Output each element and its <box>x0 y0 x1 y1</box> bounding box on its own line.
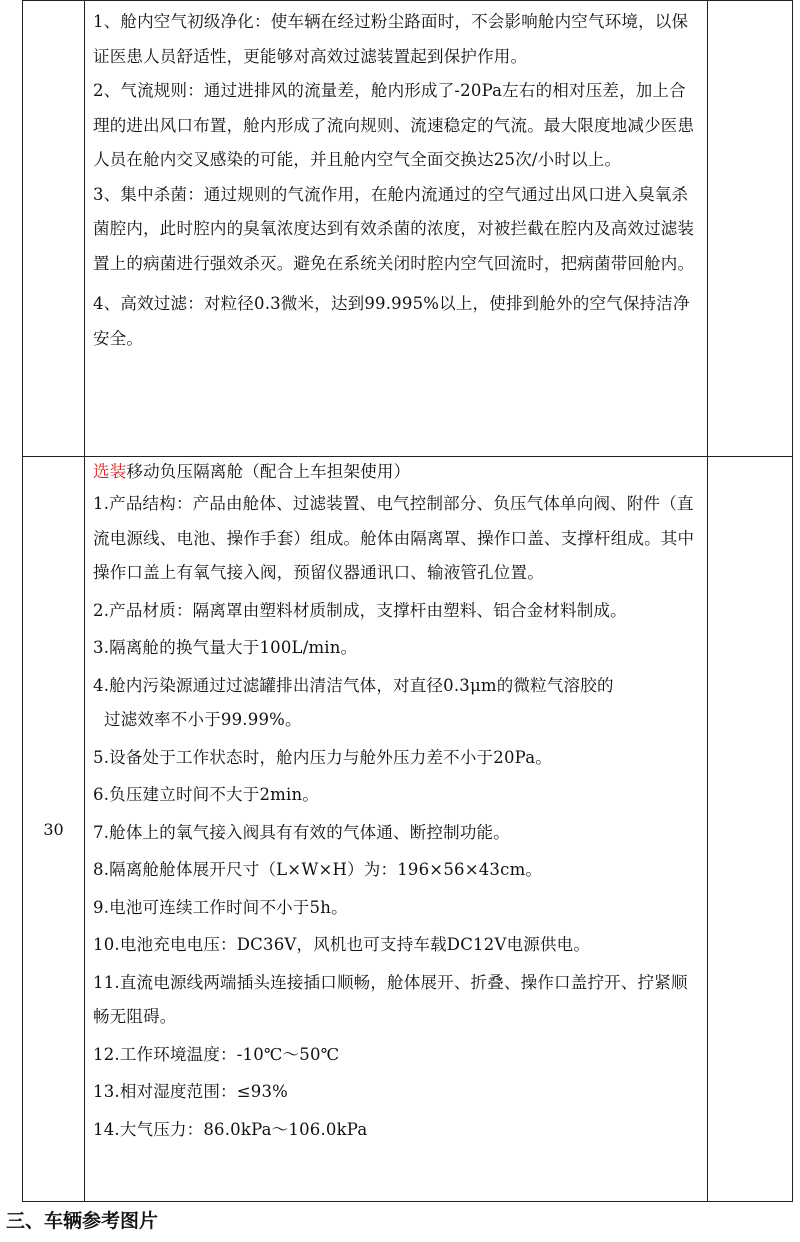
item-title: 移动负压隔离舱（配合上车担架使用） <box>126 462 411 481</box>
spec-material: 2.产品材质：隔离罩由塑料材质制成，支撑杆由塑料、铝合金材料制成。 <box>93 600 627 620</box>
paragraph-sterilization: 3、集中杀菌：通过规则的气流作用，在舱内流通过的空气通过出风口进入臭氧杀菌腔内，此时腔内的臭氧浓度达到有效杀菌的浓度，对被拦截在腔内及高效过滤装置上的病菌进行强效杀灭。避免在系统关闭时腔内空气回流时，把病菌带回舱内。 <box>93 184 695 273</box>
spec-power-cable: 11.直流电源线两端插头连接插口顺畅，舱体展开、折叠、操作口盖拧开、拧紧顺畅无阻碍。 <box>93 972 688 1026</box>
table-row <box>23 1 793 457</box>
paragraph-primary-purification: 1、舱内空气初级净化：使车辆在经过粉尘路面时，不会影响舱内空气环境，以保证医患人员舒适性，更能够对高效过滤装置起到保护作用。 <box>93 12 689 66</box>
content-cell <box>85 457 708 1202</box>
paragraph-airflow-rules: 2、气流规则：通过进排风的流量差，舱内形成了-20Pa左右的相对压差，加上合理的进出风口布置，舱内形成了流向规则、流速稳定的气流。最大限度地减少医患人员在舱内交叉感染的可能，并且舱内空气全面交换达25次/小时以上。 <box>93 81 695 169</box>
spec-dimensions: 8.隔离舱舱体展开尺寸（L×W×H）为：196×56×43cm。 <box>93 860 543 879</box>
spec-air-exchange: 3.隔离舱的换气量大于100L/min。 <box>93 638 358 657</box>
remarks-cell <box>708 1 793 457</box>
table-row <box>23 457 793 1202</box>
spec-negative-pressure-time: 6.负压建立时间不大于2min。 <box>93 785 319 804</box>
item-heading <box>93 457 701 487</box>
row-number-cell <box>23 1 85 457</box>
paragraph-hepa-filtration: 4、高效过滤：对粒径0.3微米，达到99.995%以上，使排到舱外的空气保持洁净安全。 <box>93 294 690 348</box>
spec-filtration-line2: 过滤效率不小于99.99%。 <box>104 710 302 729</box>
spec-atmospheric-pressure: 14.大气压力：86.0kPa～106.0kPa <box>93 1119 368 1139</box>
content-cell <box>85 1 708 457</box>
spec-structure: 1.产品结构：产品由舱体、过滤装置、电气控制部分、负压气体单向阀、附件（直流电源线、电池、操作手套）组成。舱体由隔离罩、操作口盖、支撑杆组成。其中操作口盖上有氧气接入阀，预留仪器通讯口、输液管孔位置。 <box>93 494 695 582</box>
spec-oxygen-valve: 7.舱体上的氧气接入阀具有有效的气体通、断控制功能。 <box>93 822 510 842</box>
row-number-cell: 30 <box>23 457 85 1202</box>
spec-table <box>22 0 793 1202</box>
spec-humidity: 13.相对湿度范围：≤93% <box>93 1082 289 1101</box>
spec-filtration-line1: 4.舱内污染源通过过滤罐排出清洁气体，对直径0.3μm的微粒气溶胶的 <box>93 675 614 695</box>
spec-temperature: 12.工作环境温度：-10℃～50℃ <box>93 1044 340 1064</box>
section-title: 三、车辆参考图片 <box>6 1210 159 1232</box>
optional-label: 选装 <box>93 462 127 481</box>
remarks-cell <box>708 457 793 1202</box>
spec-battery-time: 9.电池可连续工作时间不小于5h。 <box>93 897 348 917</box>
spec-charging-voltage: 10.电池充电电压：DC36V，风机也可支持车载DC12V电源供电。 <box>93 935 591 954</box>
spec-pressure-difference: 5.设备处于工作状态时，舱内压力与舱外压力差不小于20Pa。 <box>93 747 552 767</box>
